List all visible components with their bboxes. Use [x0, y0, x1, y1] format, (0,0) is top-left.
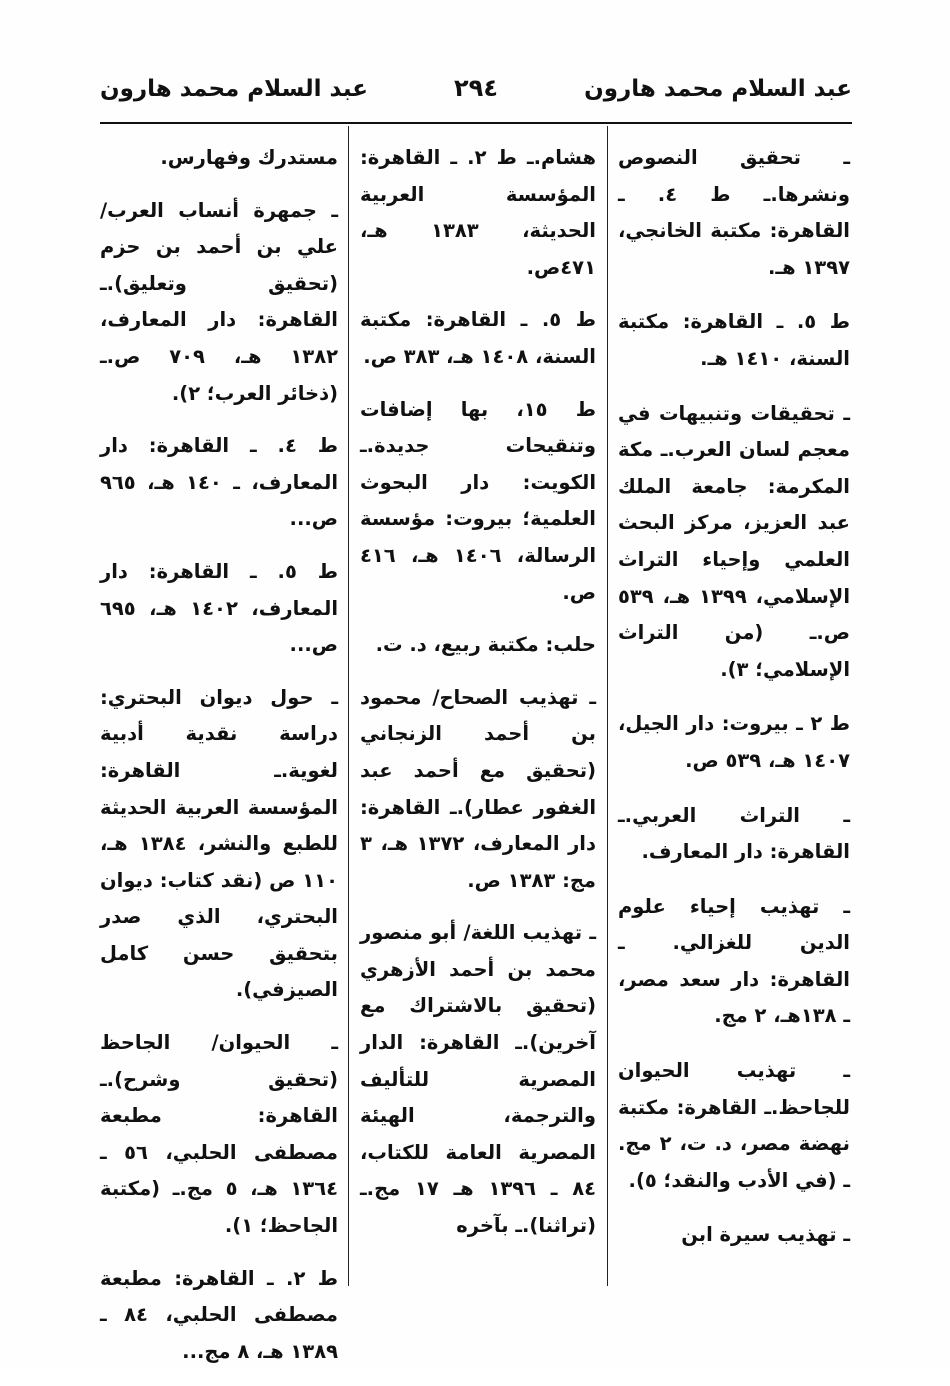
entry-tahdhib-ihya: ـ تهذيب إحياء علوم الدين للغزالي. ـ القاهرة: دار سعد مصر، ـ ١٣٨هـ، ٢ مج. [618, 894, 850, 1028]
entry-tahqiq-alnusus: ـ تحقيق النصوص ونشرها.ـ ط ٤. ـ القاهرة: مكتبة الخانجي، ١٣٩٧ هـ. [618, 146, 850, 279]
entry-allugha-continued: مستدرك وفهارس. [160, 146, 338, 169]
entry-tahqiqat-watanbihat: ـ تحقيقات وتنبيهات في معجم لسان العرب.ـ مكة المكرمة: جامعة الملك عبد العزيز، مركز البحث العلمي وإحياء التراث الإسلامي، ١٣٩٩ هـ، ٥٣٩ ص.ـ (من التراث الإسلامي؛ ٣). [618, 401, 851, 681]
entry-alhayawan-ed2: ط ٢. ـ القاهرة: مطبعة مصطفى الحلبي، ٨٤ ـ ١٣٨٩ هـ، ٨ مج... [100, 1266, 339, 1363]
column-left [100, 140, 338, 1386]
column-divider-left [348, 126, 349, 1286]
entry-sirat-ed5: ط ٥. ـ القاهرة: مكتبة السنة، ١٤٠٨ هـ، ٣٨٣ ص. [360, 308, 596, 368]
page-header [100, 68, 852, 118]
entry-tahdhib-sirat: ـ تهذيب سيرة ابن [681, 1223, 850, 1247]
column-divider-right [607, 126, 608, 1286]
entry-alhayawan: ـ الحيوان/ الجاحظ (تحقيق وشرح).ـ القاهرة: مطبعة مصطفى الحلبي، ٥٦ ـ ١٣٦٤ هـ، ٥ مج.ـ (مكتبة الجاحظ؛ ١). [100, 1031, 338, 1238]
entry-tahdhib-allugha: ـ تهذيب اللغة/ أبو منصور محمد بن أحمد الأزهري (تحقيق بالاشتراك مع آخرين).ـ القاهرة: الدار المصرية للتأليف والترجمة، الهيئة المصرية العامة للكتاب، ٨٤ ـ ١٣٩٦ هـ ١٧ مج.ـ (تراثنا).ـ بآخره [360, 921, 597, 1238]
entry-tahdhib-alsihah: ـ تهذيب الصحاح/ محمود بن أحمد الزنجاني (تحقيق مع أحمد عبد الغفور عطار).ـ القاهرة: دار المعارف، ١٣٧٢ هـ، ٣ مج: ١٣٨٣ ص. [360, 685, 596, 892]
page-number: ٢٩٤ [454, 74, 498, 102]
entry-hawl-diwan-albuhturi: ـ حول ديوان البحتري: دراسة نقدية أدبية لغوية.ـ القاهرة: المؤسسة العربية الحديثة للطبع والنشر، ١٣٨٤ هـ، ١١٠ ص (نقد كتاب: ديوان البحتري، الذي صدر بتحقيق حسن كامل الصيزفي). [100, 685, 338, 1002]
header-author-left: عبد السلام محمد هارون [100, 76, 368, 102]
header-rule [100, 122, 852, 124]
entry-sirat-ed15: ط ١٥، بها إضافات وتنقيحات جديدة.ـ الكويت: دار البحوث العلمية؛ بيروت: مؤسسة الرسالة، ١٤٠٦ هـ، ٤١٦ ص. [360, 397, 596, 604]
entry-tahdhib-alhayawan: ـ تهذيب الحيوان للجاحظ.ـ القاهرة: مكتبة نهضة مصر، د. ت، ٢ مج. ـ (في الأدب والنقد؛ ٥). [618, 1059, 851, 1192]
entry-sirat-aleppo: حلب: مكتبة ربيع، د. ت. [375, 633, 596, 657]
entry-alturath-alarabi: ـ التراث العربي.ـ القاهرة: دار المعارف. [618, 803, 850, 864]
entry-jamharat-ed5: ط ٥. ـ القاهرة: دار المعارف، ١٤٠٢ هـ، ٦٩٥ ص... [100, 559, 338, 657]
entry-tahqiq-alnusus-ed5: ط ٥. ـ القاهرة: مكتبة السنة، ١٤١٠ هـ. [618, 310, 850, 370]
column-right [618, 140, 850, 1272]
header-author-right: عبد السلام محمد هارون [584, 76, 852, 102]
entry-tahqiqat-ed2: ط ٢ ـ بيروت: دار الجيل، ١٤٠٧ هـ، ٥٣٩ ص. [618, 712, 851, 772]
entry-jamharat-ansab: ـ جمهرة أنساب العرب/ علي بن أحمد بن حزم (تحقيق وتعليق).ـ القاهرة: دار المعارف، ١٣٨٢ هـ، ٧٠٩ ص.ـ (ذخائر العرب؛ ٢). [100, 198, 339, 405]
entry-sirat-continued: هشام.ـ ط ٢. ـ القاهرة: المؤسسة العربية الحديثة، ١٣٨٣ هـ، ٤٧١ص. [360, 146, 596, 279]
column-middle [360, 140, 596, 1261]
entry-jamharat-ed4: ط ٤. ـ القاهرة: دار المعارف، ـ ١٤٠ هـ، ٩٦٥ ص... [100, 434, 339, 531]
